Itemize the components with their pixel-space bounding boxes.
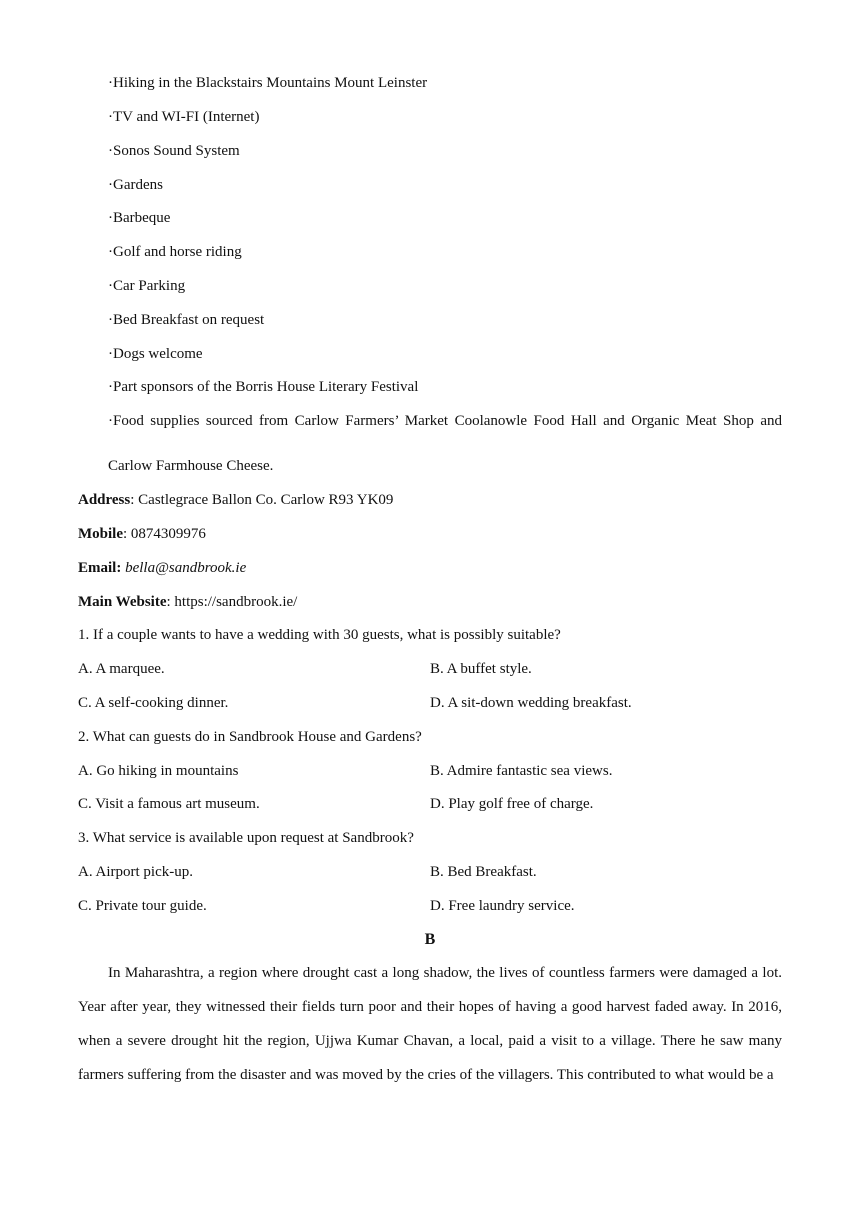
amenity-item: ·Part sponsors of the Borris House Literary Festival: [108, 379, 419, 395]
address-value: : Castlegrace Ballon Co. Carlow R93 YK09: [130, 492, 394, 508]
amenity-item: ·Sonos Sound System: [108, 143, 240, 159]
food-supplies-line: ·Food supplies sourced from Carlow Farmers’ Market Coolanowle Food Hall and Organic Meat Shop and: [108, 413, 782, 429]
option-b: B. Admire fantastic sea views.: [430, 763, 613, 779]
mobile-value: : 0874309976: [123, 526, 206, 542]
section-heading: B: [424, 931, 436, 948]
amenity-item: ·Bed Breakfast on request: [108, 312, 265, 328]
option-a: A. Airport pick-up.: [78, 864, 193, 880]
question-1: 1. If a couple wants to have a wedding with 30 guests, what is possibly suitable?: [78, 627, 561, 643]
question-3: 3. What service is available upon request at Sandbrook?: [78, 830, 414, 846]
option-d: D. Play golf free of charge.: [430, 796, 594, 812]
option-c: C. Visit a famous art museum.: [78, 796, 260, 812]
website-label: Main Website: [78, 594, 167, 610]
option-d: D. Free laundry service.: [430, 898, 575, 914]
website-line: [78, 592, 297, 612]
amenity-item: ·Barbeque: [108, 210, 171, 226]
address-label: Address: [78, 492, 131, 508]
option-d: D. A sit-down wedding breakfast.: [430, 695, 632, 711]
question-2: 2. What can guests do in Sandbrook House and Gardens?: [78, 729, 422, 745]
option-c: C. A self-cooking dinner.: [78, 695, 229, 711]
email-line: [78, 558, 246, 578]
mobile-line: [78, 524, 206, 544]
option-c: C. Private tour guide.: [78, 898, 207, 914]
email-label: Email:: [78, 560, 122, 576]
amenity-item: ·Gardens: [108, 177, 163, 193]
option-a: A. A marquee.: [78, 661, 165, 677]
option-b: B. Bed Breakfast.: [430, 864, 537, 880]
option-a: A. Go hiking in mountains: [78, 763, 239, 779]
address-line: [78, 490, 393, 510]
mobile-label: Mobile: [78, 526, 123, 542]
option-b: B. A buffet style.: [430, 661, 532, 677]
website-value: : https://sandbrook.ie/: [166, 594, 298, 610]
amenity-item: ·Dogs welcome: [108, 346, 203, 362]
passage-paragraph: In Maharashtra, a region where drought cast a long shadow, the lives of countless farmers were damaged a lot. Year after year, they witnessed their fields turn poor and their hopes of having a good harvest faded away. In 2016, when a severe drought hit the region, Ujjwa Kumar Chavan, a local, paid a visit to a village. There he saw many farmers suffering from the disaster and was moved by the cries of the villagers. This contributed to what would be a: [78, 965, 782, 1083]
amenity-item: ·Hiking in the Blackstairs Mountains Mount Leinster: [108, 75, 428, 91]
amenity-item: ·Golf and horse riding: [108, 244, 242, 260]
email-value: bella@sandbrook.ie: [125, 560, 247, 576]
food-supplies-line-continued: Carlow Farmhouse Cheese.: [108, 458, 274, 474]
amenity-item: ·Car Parking: [108, 278, 186, 294]
amenity-item: ·TV and WI-FI (Internet): [108, 109, 260, 125]
